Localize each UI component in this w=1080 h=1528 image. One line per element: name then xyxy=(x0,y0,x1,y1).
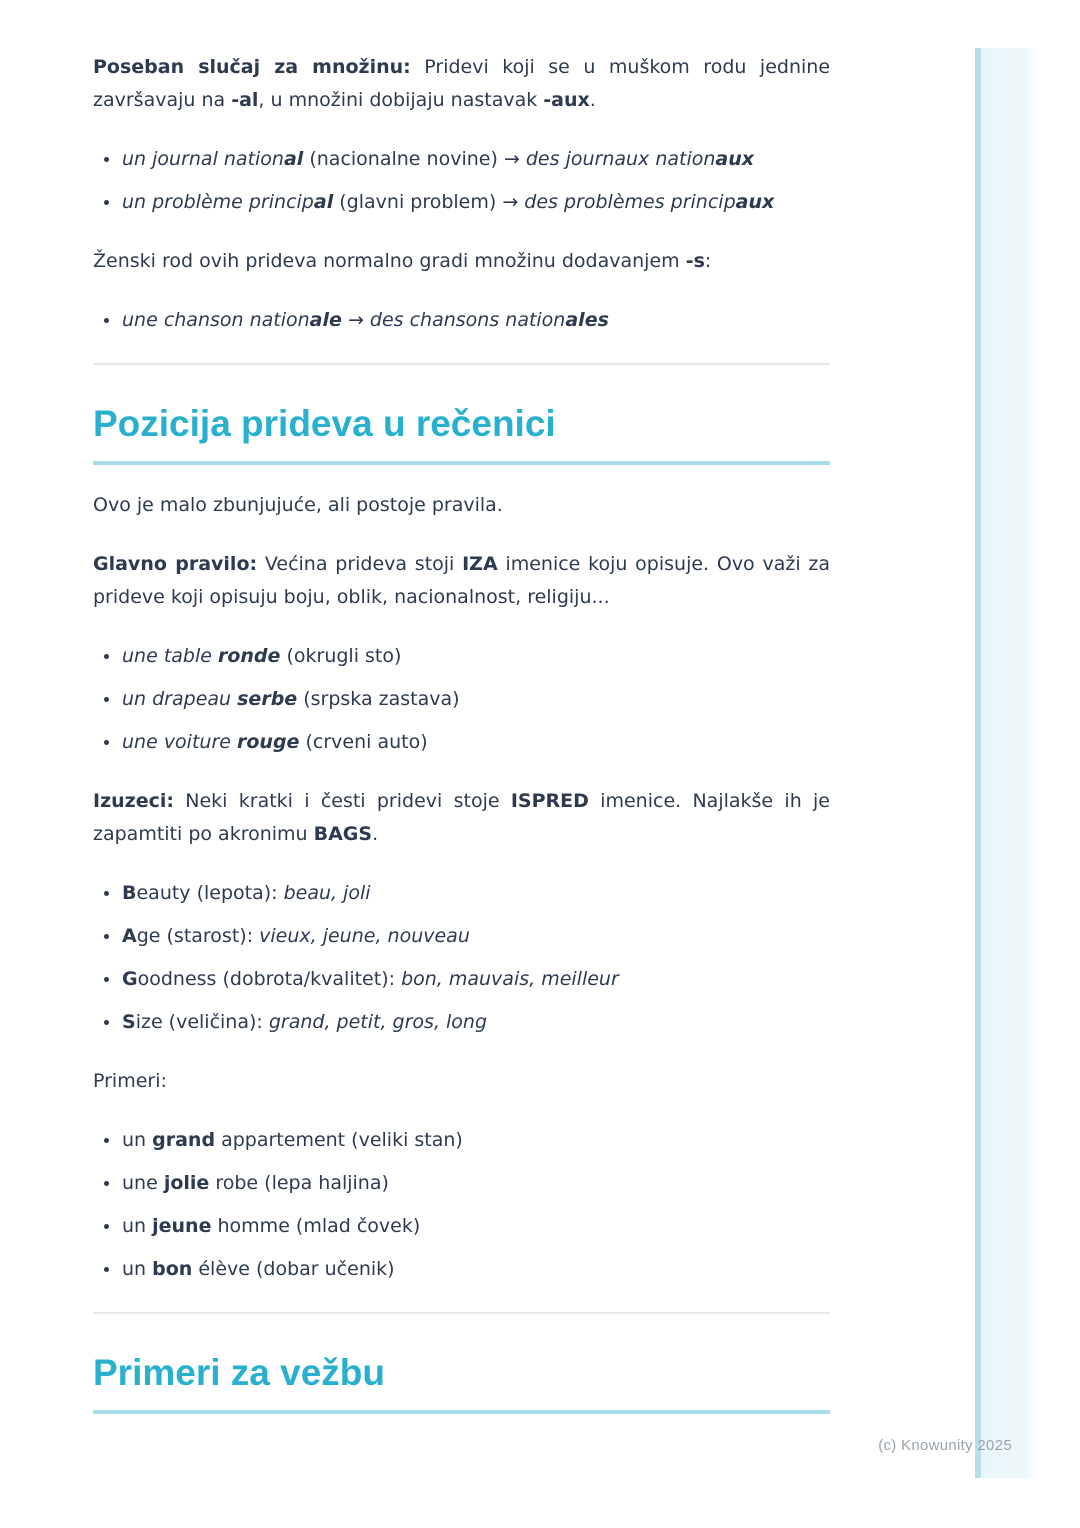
text-segment: al xyxy=(313,191,334,213)
text-segment: : xyxy=(704,250,712,272)
text-segment: (okrugli sto) xyxy=(280,645,402,667)
text-segment: Pridevi koji se u muškom rodu jednine završavaju na xyxy=(93,56,831,111)
text-segment: ales xyxy=(565,309,609,331)
text-segment: serbe xyxy=(237,688,298,710)
section-divider-2 xyxy=(93,1312,830,1314)
list-item xyxy=(93,920,830,953)
text-segment: (glavni problem) → xyxy=(333,191,525,213)
bullet-icon xyxy=(104,157,109,162)
text-segment: Izuzeci: xyxy=(93,790,174,812)
text-segment: . xyxy=(589,89,596,111)
page-edge-strip xyxy=(975,48,1037,1478)
text-segment: , u množini dobijaju nastavak xyxy=(258,89,544,111)
text-segment: al xyxy=(283,148,304,170)
text-segment: une chanson nation xyxy=(122,309,310,331)
bullet-icon xyxy=(104,1224,109,1229)
text-segment: Neki kratki i česti pridevi stoje xyxy=(173,790,511,812)
heading-underline xyxy=(93,1410,830,1414)
text-segment: (crveni auto) xyxy=(299,731,428,753)
text-segment: IZA xyxy=(462,553,498,575)
text-segment: Glavno pravilo: xyxy=(93,553,258,575)
text-segment: une voiture xyxy=(122,731,237,753)
text-segment: oodness (dobrota/kvalitet): xyxy=(137,968,402,990)
position-intro-paragraph xyxy=(93,489,830,522)
text-segment: robe (lepa haljina) xyxy=(209,1172,389,1194)
text-segment: des problèmes princip xyxy=(524,191,736,213)
text-segment: un xyxy=(122,1215,153,1237)
list-item xyxy=(93,726,830,759)
text-segment: un problème princip xyxy=(122,191,314,213)
bullet-icon xyxy=(104,1020,109,1025)
text-segment: beau, joli xyxy=(283,882,371,904)
text-segment: un xyxy=(122,1129,153,1151)
text-segment: bon xyxy=(152,1258,193,1280)
text-segment: une xyxy=(122,1172,164,1194)
bullet-icon xyxy=(104,1181,109,1186)
bags-examples-list xyxy=(93,1124,830,1286)
text-segment: élève (dobar učenik) xyxy=(192,1258,395,1280)
text-segment: jeune xyxy=(152,1215,212,1237)
text-segment: Primeri: xyxy=(93,1070,167,1092)
section-heading-practice: Primeri za vežbu xyxy=(93,1352,386,1393)
text-segment: (srpska zastava) xyxy=(297,688,460,710)
section-heading-position: Pozicija prideva u rečenici xyxy=(93,403,556,444)
text-segment: ronde xyxy=(217,645,281,667)
after-noun-examples-list xyxy=(93,640,830,759)
text-segment: un drapeau xyxy=(122,688,238,710)
bullet-icon xyxy=(104,200,109,205)
text-segment: (nacionalne novine) → xyxy=(303,148,526,170)
bullet-icon xyxy=(104,654,109,659)
section-divider-1 xyxy=(93,363,830,365)
bullet-icon xyxy=(104,318,109,323)
list-item xyxy=(93,1124,830,1157)
text-segment: imenice koju opisuje. Ovo važi za prideve koji opisuju boju, oblik, nacionalnost, religiju... xyxy=(93,553,830,608)
text-segment: une table xyxy=(122,645,218,667)
text-segment: G xyxy=(122,968,138,990)
text-segment: un xyxy=(122,1258,153,1280)
text-segment: des chansons nation xyxy=(369,309,566,331)
al-aux-examples-list xyxy=(93,143,830,219)
list-item xyxy=(93,186,830,219)
text-segment: des journaux nation xyxy=(525,148,716,170)
heading-underline xyxy=(93,461,830,465)
list-item xyxy=(93,877,830,910)
text-segment: homme (mlad čovek) xyxy=(211,1215,421,1237)
list-item xyxy=(93,963,830,996)
text-segment: grand, petit, gros, long xyxy=(268,1011,488,1033)
text-segment: Poseban slučaj za množinu: xyxy=(93,56,411,78)
main-rule-paragraph xyxy=(93,548,830,614)
feminine-plural-paragraph xyxy=(93,245,830,278)
text-segment: ge (starost): xyxy=(136,925,260,947)
text-segment: BAGS xyxy=(313,823,373,845)
bullet-icon xyxy=(104,740,109,745)
text-segment: → xyxy=(341,309,370,331)
text-segment: S xyxy=(122,1011,136,1033)
text-segment: Ženski rod ovih prideva normalno gradi množinu dodavanjem xyxy=(93,250,686,272)
bags-acronym-list xyxy=(93,877,830,1039)
text-segment: grand xyxy=(152,1129,216,1151)
text-segment: imenice. Najlakše ih je zapamtiti po akronimu xyxy=(93,790,830,845)
text-segment: un journal nation xyxy=(122,148,284,170)
text-segment: B xyxy=(122,882,137,904)
text-segment: Ovo je malo zbunjujuće, ali postoje pravila. xyxy=(93,494,503,516)
text-segment: rouge xyxy=(237,731,300,753)
primeri-label-paragraph xyxy=(93,1065,830,1098)
text-segment: bon, mauvais, meilleur xyxy=(401,968,619,990)
document-content xyxy=(93,51,830,1438)
bullet-icon xyxy=(104,1267,109,1272)
text-segment: -aux xyxy=(543,89,590,111)
list-item xyxy=(93,1006,830,1039)
text-segment: Većina prideva stoji xyxy=(257,553,463,575)
list-item xyxy=(93,143,830,176)
text-segment: ale xyxy=(309,309,342,331)
text-segment: appartement (veliki stan) xyxy=(215,1129,463,1151)
watermark: (c) Knowunity 2025 xyxy=(878,1437,1012,1454)
text-segment: aux xyxy=(715,148,755,170)
bullet-icon xyxy=(104,697,109,702)
bullet-icon xyxy=(104,1138,109,1143)
list-item xyxy=(93,1253,830,1286)
list-item xyxy=(93,1167,830,1200)
text-segment: ize (veličina): xyxy=(135,1011,269,1033)
exceptions-paragraph xyxy=(93,785,830,851)
text-segment: aux xyxy=(735,191,775,213)
text-segment: -s xyxy=(685,250,705,272)
list-item xyxy=(93,1210,830,1243)
bullet-icon xyxy=(104,934,109,939)
plural-special-case-paragraph xyxy=(93,51,830,117)
list-item xyxy=(93,304,830,337)
text-segment: A xyxy=(122,925,137,947)
text-segment: jolie xyxy=(163,1172,210,1194)
text-segment: -al xyxy=(231,89,259,111)
list-item xyxy=(93,640,830,673)
bullet-icon xyxy=(104,977,109,982)
text-segment: vieux, jeune, nouveau xyxy=(259,925,470,947)
list-item xyxy=(93,683,830,716)
text-segment: eauty (lepota): xyxy=(136,882,284,904)
text-segment: . xyxy=(372,823,379,845)
feminine-plural-example-list xyxy=(93,304,830,337)
bullet-icon xyxy=(104,891,109,896)
text-segment: ISPRED xyxy=(510,790,589,812)
